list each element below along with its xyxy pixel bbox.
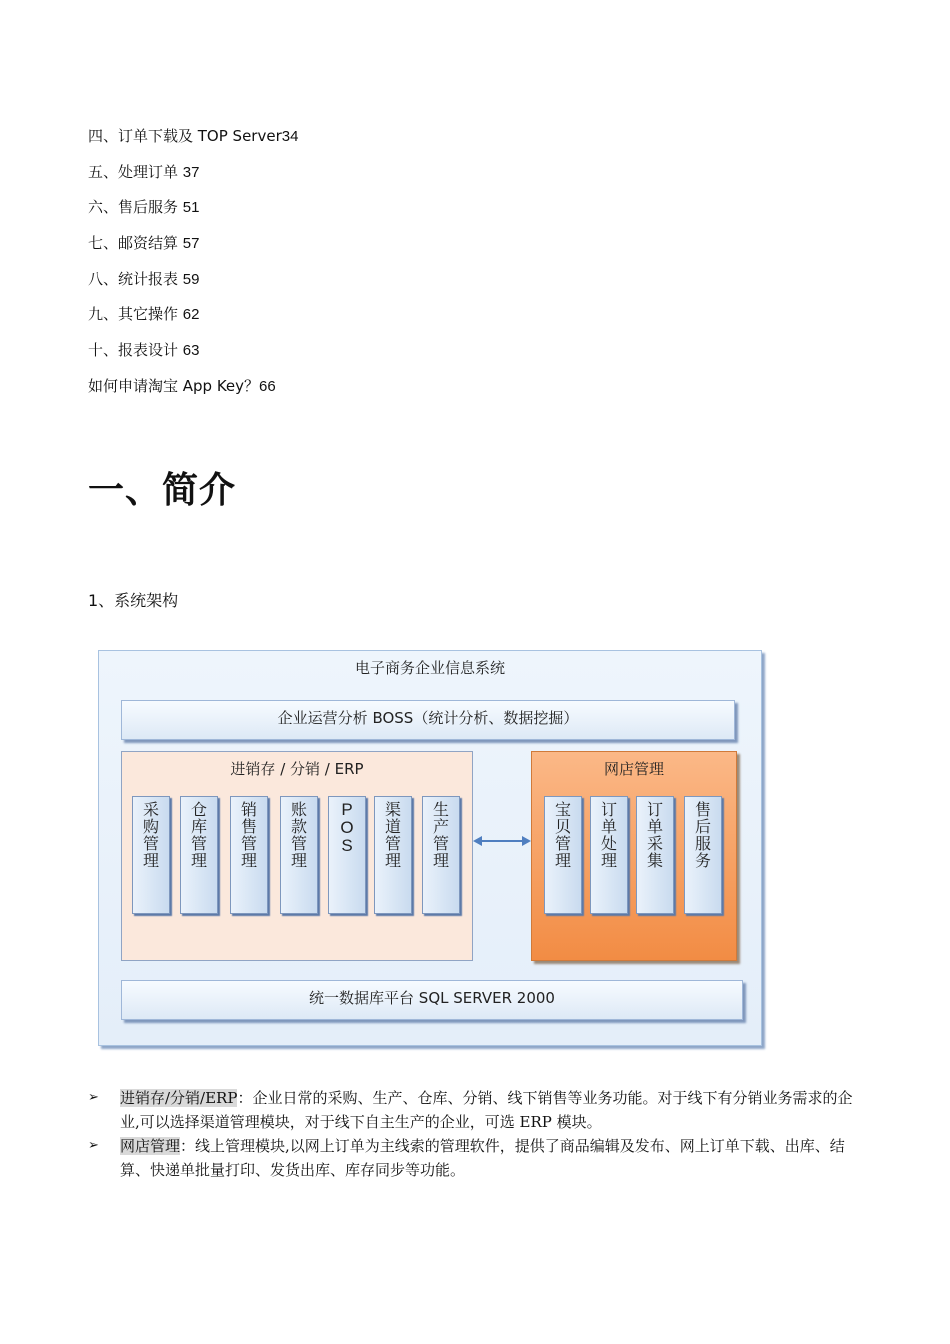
module-box: 账 款 管 理 bbox=[280, 796, 318, 914]
toc-entry-page: 62 bbox=[182, 306, 200, 324]
module-box: 采 购 管 理 bbox=[132, 796, 170, 914]
list-item bbox=[88, 1134, 868, 1182]
database-layer: 统一数据库平台 SQL SERVER 2000 bbox=[121, 980, 743, 1020]
toc-entry-page: 37 bbox=[182, 163, 200, 181]
toc-entry-label: 如何申请淘宝 App Key？ bbox=[88, 376, 260, 395]
bullet-text: ：企业日常的采购、生产、仓库、分销、线下销售等业务功能。对于线下有分销业务需求的企业,可以选择渠道管理模块，对于线下自主生产的企业，可选 ERP 模块。 bbox=[120, 1089, 853, 1131]
module-box: 售 后 服 务 bbox=[684, 796, 722, 914]
toc-entry[interactable] bbox=[88, 265, 298, 301]
toc-entry-page: 66 bbox=[259, 377, 276, 395]
list-item bbox=[88, 1086, 868, 1134]
module-box: 仓 库 管 理 bbox=[180, 796, 218, 914]
module-box: 订 单 采 集 bbox=[636, 796, 674, 914]
bullet-text: ：线上管理模块,以网上订单为主线索的管理软件，提供了商品编辑及发布、网上订单下载、出库、结算、快递单批量打印、发货出库、库存同步等功能。 bbox=[120, 1137, 845, 1179]
toc-entry[interactable] bbox=[88, 122, 298, 158]
shop-panel bbox=[531, 751, 737, 961]
toc-entry-label: 八、统计报表 bbox=[88, 269, 183, 288]
toc-entry-page: 63 bbox=[182, 342, 200, 360]
toc-entry-page: 59 bbox=[182, 270, 200, 288]
toc-entry-label: 七、邮资结算 bbox=[88, 234, 183, 253]
table-of-contents bbox=[88, 122, 298, 408]
toc-entry[interactable] bbox=[88, 193, 298, 229]
module-box: 销 售 管 理 bbox=[230, 796, 268, 914]
toc-entry-label: 五、处理订单 bbox=[88, 162, 183, 181]
module-box: 渠 道 管 理 bbox=[374, 796, 412, 914]
diagram-title: 电子商务企业信息系统 bbox=[354, 659, 505, 677]
toc-entry-label: 六、售后服务 bbox=[88, 198, 183, 217]
toc-entry[interactable] bbox=[88, 372, 298, 408]
boss-layer: 企业运营分析 BOSS（统计分析、数据挖掘） bbox=[121, 700, 735, 740]
module-box: 宝 贝 管 理 bbox=[544, 796, 582, 914]
arrow-bullet-icon: ➢ bbox=[88, 1090, 99, 1105]
toc-entry[interactable] bbox=[88, 300, 298, 336]
erp-panel bbox=[121, 751, 473, 961]
toc-entry[interactable] bbox=[88, 229, 298, 265]
toc-entry[interactable] bbox=[88, 158, 298, 194]
toc-entry-label: 九、其它操作 bbox=[88, 305, 183, 324]
bullet-list bbox=[88, 1086, 868, 1182]
toc-entry-label: 十、报表设计 bbox=[88, 341, 183, 360]
module-box: P O S bbox=[328, 796, 366, 914]
bidirectional-arrow-icon bbox=[473, 833, 531, 849]
bullet-term: 进销存/分销/ERP bbox=[120, 1089, 238, 1107]
toc-entry-page: 34 bbox=[281, 128, 299, 145]
arrow-bullet-icon: ➢ bbox=[88, 1138, 99, 1153]
subsection-heading: 1、系统架构 bbox=[88, 591, 179, 610]
toc-entry-page: 57 bbox=[182, 235, 200, 253]
toc-entry-page: 51 bbox=[182, 199, 200, 217]
toc-entry[interactable] bbox=[88, 336, 298, 372]
module-box: 订 单 处 理 bbox=[590, 796, 628, 914]
bullet-term: 网店管理 bbox=[120, 1137, 181, 1155]
section-heading: 一、简介 bbox=[88, 470, 237, 511]
architecture-diagram bbox=[98, 650, 762, 1046]
erp-panel-title: 进销存 / 分销 / ERP bbox=[230, 760, 364, 778]
toc-entry-label: 四、订单下载及 TOP Server bbox=[88, 127, 282, 145]
module-box: 生 产 管 理 bbox=[422, 796, 460, 914]
shop-panel-title: 网店管理 bbox=[603, 760, 664, 778]
